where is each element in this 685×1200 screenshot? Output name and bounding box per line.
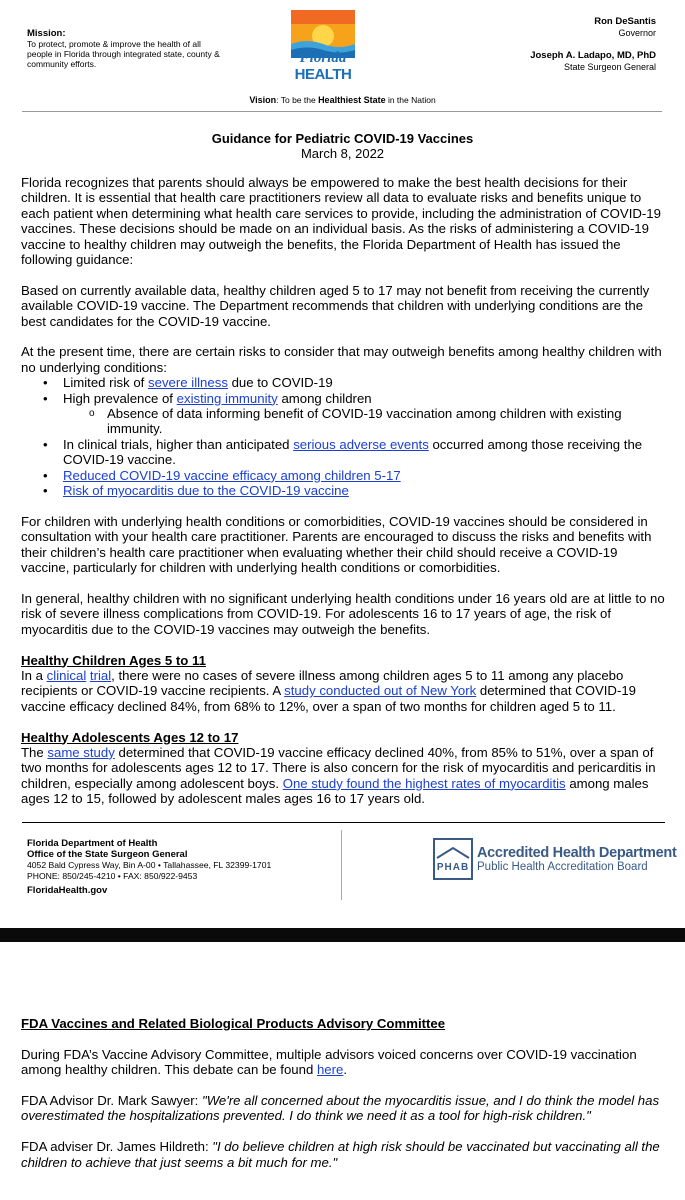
- intro-paragraph: Florida recognizes that parents should always be empowered to make the best health decisions for their children. It is essential that health care practitioners review all data to evaluate risks and benefits unique to each patient when determining what health care services to provide, including the administration of COVID-19 vaccines. These decisions should be made on an individual basis. As the risks of administering a COVID-19 vaccine to healthy children may outweigh the benefits, the Florida Department of Health has issued the following guidance:: [21, 175, 661, 268]
- surgeon-general-name: Joseph A. Ladapo, MD, PhD: [530, 50, 656, 61]
- footer-org-name: Florida Department of Health: [27, 838, 158, 849]
- mission-text: To protect, promote & improve the health of all people in Florida through integrated state, county & community efforts.: [27, 39, 220, 69]
- footer-vertical-divider: [341, 830, 342, 900]
- comorbidities-paragraph: For children with underlying health conditions or comorbidities, COVID-19 vaccines should be considered in consultation with your health care practitioner. Parents are encouraged to discuss the risks and benefits with their children’s health care practitioner when evaluating whether their child should receive a COVID-19 vaccine, particularly for children with underlying health conditions or comorbidities.: [21, 513, 652, 576]
- children-paragraph: In a clinical trial, there were no cases of severe illness among children ages 5 to 11 among any placebo recipients or COVID-19 vaccine recipients. A study conducted out of New York determined that COVID-19 vaccine efficacy declined 84%, from 68% to 12%, over a span of two months for children aged 5 to 11.: [21, 667, 637, 714]
- serious-adverse-events-link[interactable]: serious adverse events: [293, 436, 429, 452]
- vision-label: Vision: [249, 95, 277, 105]
- florida-health-logo: [291, 10, 355, 86]
- phab-letter: H: [444, 861, 453, 873]
- document-body: [21, 175, 666, 822]
- section-heading-children: Healthy Children Ages 5 to 11: [21, 652, 206, 668]
- clinical-link[interactable]: clinical: [46, 667, 87, 683]
- logo-text-florida: Florida: [299, 50, 347, 66]
- mission-statement: Mission: To protect, promote & improve the health of all people in Florida through integrated state, county & community efforts.: [27, 28, 220, 69]
- risks-list: [43, 375, 666, 498]
- same-study-link[interactable]: same study: [47, 744, 115, 760]
- officials-block: [530, 16, 656, 73]
- governor-title: Governor: [618, 27, 656, 38]
- list-item: • In clinical trials, higher than anticipated serious adverse events occurred among those receiving the COVID-19 vaccine.: [43, 437, 666, 468]
- phab-accreditation-logo: [433, 838, 677, 880]
- document-title: [0, 131, 685, 161]
- sub-list-item: o Absence of data informing benefit of COVID-19 vaccination among children with existing immunity.: [89, 406, 666, 437]
- phab-letter: A: [452, 861, 461, 873]
- myocarditis-study-link[interactable]: One study found the highest rates of myocarditis: [282, 775, 566, 791]
- existing-immunity-link[interactable]: existing immunity: [176, 390, 278, 406]
- adolescents-paragraph: The same study determined that COVID-19 vaccine efficacy declined 40%, from 85% to 51%, over a span of two months for adolescents ages 12 to 17. There is also concern for the risk of myocarditis and pericarditis in children, especially among adolescent boys. One study found the highest rates of myocarditis among males ages 12 to 15, followed by adolescent males ages 16 to 17 years old.: [21, 744, 656, 807]
- section-heading-adolescents: Healthy Adolescents Ages 12 to 17: [21, 729, 239, 745]
- list-item: • Limited risk of severe illness due to COVID-19: [43, 375, 666, 390]
- document-date: March 8, 2022: [300, 146, 385, 161]
- phab-icon: [433, 838, 473, 880]
- page-separator: [0, 928, 685, 942]
- header-divider: [22, 111, 662, 112]
- page-two: [21, 1016, 666, 1185]
- mission-label: Mission: [27, 28, 63, 39]
- fda-heading: FDA Vaccines and Related Biological Products Advisory Committee: [21, 1016, 446, 1031]
- trial-link[interactable]: trial: [89, 667, 112, 683]
- footer-address-block: [27, 838, 271, 896]
- new-york-study-link[interactable]: study conducted out of New York: [284, 683, 477, 699]
- risks-intro-paragraph: At the present time, there are certain risks to consider that may outweigh benefits among healthy children with no underlying conditions:: [21, 344, 662, 375]
- title-line: Guidance for Pediatric COVID-19 Vaccines: [211, 131, 474, 146]
- footer-address: 4052 Bald Cypress Way, Bin A-00 • Tallahassee, FL 32399-1701: [27, 860, 272, 870]
- myocarditis-risk-link[interactable]: Risk of myocarditis due to the COVID-19 vaccine: [63, 483, 349, 499]
- guidance-paragraph: Based on currently available data, healthy children aged 5 to 17 may not benefit from receiving the currently available COVID-19 vaccine. The Department recommends that children with underlying conditions are the best candidates for the COVID-19 vaccine.: [21, 282, 650, 329]
- vision-pre: : To be the: [276, 95, 319, 105]
- list-item: • High prevalence of existing immunity among children o Absence of data informing benefit of COVID-19 vaccination among children with existing immunity.: [43, 391, 666, 437]
- reduced-efficacy-link[interactable]: Reduced COVID-19 vaccine efficacy among children 5-17: [63, 467, 401, 483]
- sub-list: [89, 406, 666, 437]
- phab-title: Accredited Health Department: [477, 844, 677, 861]
- vision-post: in the Nation: [385, 95, 436, 105]
- phab-subtitle: Public Health Accreditation Board: [477, 860, 648, 873]
- footer-office-name: Office of the State Surgeon General: [27, 849, 188, 860]
- list-item: [43, 468, 666, 483]
- hildreth-quote: FDA adviser Dr. James Hildreth: "I do believe children at high risk should be vaccinated but vaccinating all the children to achieve that just seems a bit much for me.": [21, 1139, 660, 1170]
- general-paragraph: In general, healthy children with no significant underlying health conditions under 16 years old are at little to no risk of severe illness complications from COVID-19. For adolescents 16 to 17 years of age, the risk of myocarditis due to the COVID-19 vaccines may outweigh the benefits.: [21, 590, 665, 637]
- governor-name: Ron DeSantis: [594, 16, 656, 27]
- here-link[interactable]: here: [316, 1062, 344, 1078]
- vision-statement: [0, 95, 685, 105]
- phab-letter: B: [460, 861, 470, 873]
- fda-paragraph: During FDA’s Vaccine Advisory Committee, multiple advisors voiced concerns over COVID-19 vaccination among healthy children. This debate can be found here.: [21, 1046, 637, 1078]
- sawyer-quote: FDA Advisor Dr. Mark Sawyer: "We're all concerned about the myocarditis issue, and I do think the model has overestimated the hospitalizations prevented. I do think we need it as a tool for high-risk children.": [21, 1093, 660, 1124]
- footer-website: FloridaHealth.gov: [27, 885, 108, 896]
- severe-illness-link[interactable]: severe illness: [148, 375, 228, 391]
- surgeon-general-title: State Surgeon General: [563, 61, 656, 72]
- logo-text-health: HEALTH: [294, 66, 352, 83]
- list-item: [43, 483, 666, 498]
- footer-divider: [22, 822, 665, 823]
- phab-letter: P: [436, 861, 445, 873]
- vision-bold: Healthiest State: [318, 95, 386, 105]
- footer-phone: PHONE: 850/245-4210 • FAX: 850/922-9453: [27, 871, 198, 881]
